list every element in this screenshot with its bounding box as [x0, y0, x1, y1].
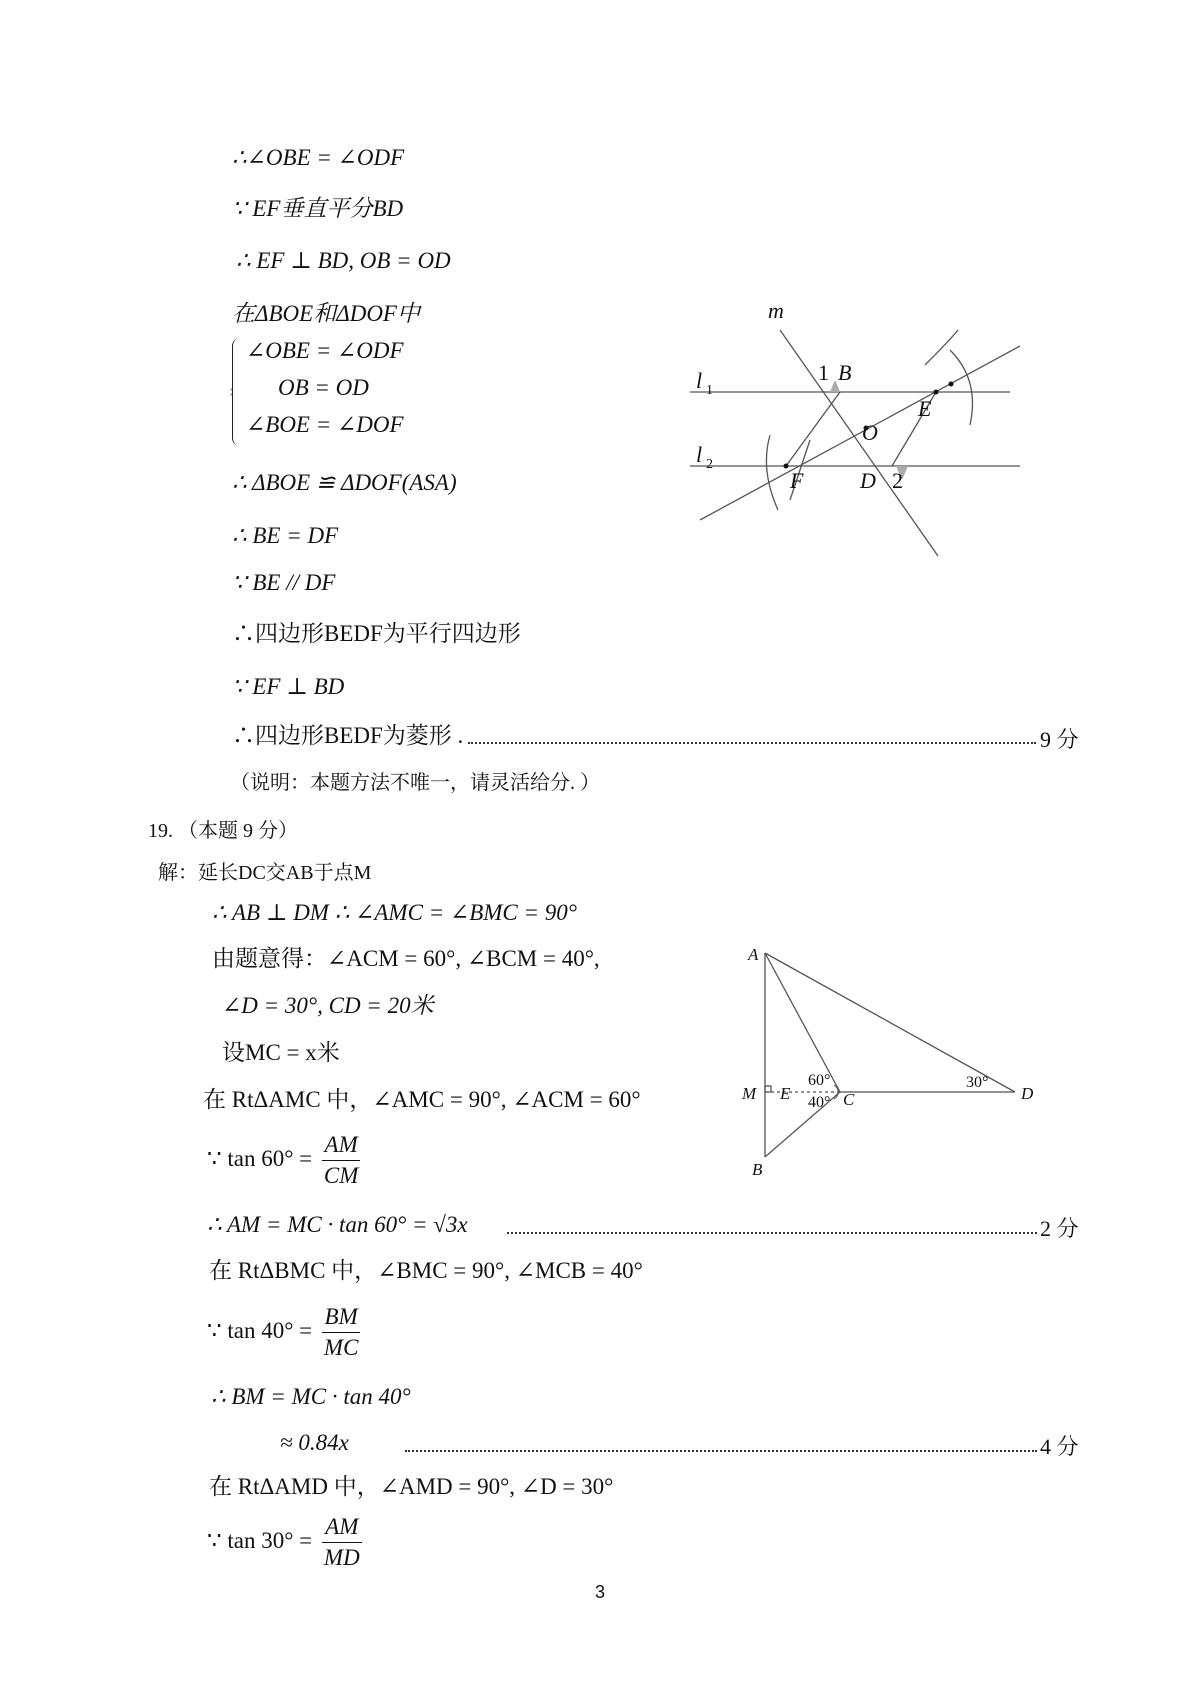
arc-right-2	[950, 350, 973, 425]
label-m: M	[742, 1084, 757, 1103]
segment-bf	[786, 392, 840, 466]
proof-line-4: 在ΔBOE和ΔDOF中	[232, 301, 420, 326]
score-9: 9 分	[1040, 727, 1079, 752]
label-40deg: 40°	[808, 1094, 831, 1111]
sol-line-1: ∴ AB ⊥ DM ∴ ∠AMC = ∠BMC = 90°	[212, 900, 577, 925]
sol-line-4: 设MC = x米	[222, 1040, 340, 1065]
sol-line-13	[207, 1512, 362, 1573]
sol-line-8: 在 RtΔBMC 中，∠BMC = 90°, ∠MCB = 40°	[209, 1258, 643, 1283]
fraction-am-cm	[322, 1130, 361, 1191]
figure-triangle	[740, 935, 1040, 1185]
proof-line-8: ∴四边形BEDF为平行四边形	[232, 621, 521, 646]
tan30-prefix: ∵ tan 30° =	[207, 1527, 313, 1553]
label-l1: l	[696, 368, 703, 393]
sol-line-12: 在 RtΔAMD 中，∠AMD = 90°, ∠D = 30°	[209, 1474, 614, 1499]
tan60-prefix: ∵ tan 60° =	[207, 1145, 313, 1171]
fraction-numerator: AM	[322, 1512, 362, 1543]
point-arc-intersection	[949, 382, 954, 387]
label-60deg: 60°	[808, 1072, 831, 1089]
fraction-denominator: MC	[323, 1335, 359, 1360]
sol-line-11: ≈ 0.84x	[280, 1430, 349, 1455]
label-b: B	[752, 1160, 763, 1179]
label-30deg: 30°	[966, 1074, 989, 1091]
system-row-3: ∠BOE = ∠DOF	[246, 412, 404, 437]
label-b: B	[838, 360, 852, 385]
right-angle-mark	[765, 1086, 771, 1092]
label-l2: l	[696, 442, 703, 467]
proof-line-1: ∴∠OBE = ∠ODF	[232, 145, 405, 170]
fraction-am-md	[322, 1512, 362, 1573]
sol-line-2: 由题意得：∠ACM = 60°, ∠BCM = 40°,	[212, 946, 600, 971]
fraction-numerator: BM	[322, 1302, 361, 1333]
fraction-denominator: CM	[323, 1163, 359, 1188]
fraction-bm-mc	[322, 1302, 361, 1363]
note-line: （说明：本题方法不唯一，请灵活给分. ）	[230, 772, 600, 794]
sol-line-9	[207, 1302, 360, 1363]
label-2: 2	[892, 468, 903, 493]
equation-system	[232, 338, 432, 450]
sol-line-5: 在 RtΔAMC 中，∠AMC = 90°, ∠ACM = 60°	[203, 1087, 641, 1112]
label-c: C	[843, 1090, 855, 1109]
score-4: 4 分	[1040, 1434, 1079, 1459]
point-f	[784, 464, 789, 469]
sol-line-3: ∠D = 30°, CD = 20米	[222, 993, 434, 1018]
label-d: D	[1021, 1084, 1034, 1103]
proof-line-9: ∵ EF ⊥ BD	[232, 674, 345, 699]
label-f: F	[790, 468, 804, 493]
proof-line-5: ∴ ΔBOE ≌ ΔDOF(ASA)	[232, 470, 457, 495]
sol-line-7: ∴ AM = MC · tan 60° = √3x	[207, 1212, 468, 1237]
proof-line-3: ∴ EF ⊥ BD, OB = OD	[236, 248, 451, 273]
fraction-denominator: MD	[323, 1545, 360, 1570]
arc-left	[766, 435, 778, 510]
score-leader-dots	[507, 1232, 1037, 1234]
proof-line-7: ∵ BE // DF	[232, 570, 336, 595]
score-leader-dots	[468, 742, 1036, 744]
line-ef	[700, 346, 1020, 520]
label-d: D	[860, 468, 876, 493]
fraction-numerator: AM	[322, 1130, 361, 1161]
score-2: 2 分	[1040, 1216, 1079, 1241]
figure-rhombus	[690, 300, 1030, 560]
label-e: E	[780, 1084, 791, 1103]
label-l1-sub: 1	[706, 383, 713, 398]
proof-line-10: ∴四边形BEDF为菱形 .	[232, 723, 464, 748]
arc-right	[925, 330, 958, 365]
page-number: 3	[594, 1582, 605, 1602]
system-row-2: OB = OD	[278, 375, 369, 400]
point-e	[934, 390, 939, 395]
sol-line-6	[207, 1130, 360, 1191]
system-brace	[232, 338, 243, 446]
proof-line-2: ∵ EF垂直平分BD	[232, 196, 404, 221]
line-m	[780, 330, 938, 556]
label-o: O	[862, 420, 878, 445]
label-m: m	[768, 300, 784, 323]
proof-line-6: ∴ BE = DF	[232, 523, 339, 548]
label-l2-sub: 2	[706, 457, 713, 472]
q19-header: 19. （本题 9 分）	[148, 820, 298, 842]
system-row-1: ∠OBE = ∠ODF	[246, 338, 404, 363]
tan40-prefix: ∵ tan 40° =	[207, 1317, 313, 1343]
label-e: E	[918, 396, 932, 421]
label-a: A	[748, 945, 759, 964]
score-leader-dots	[405, 1450, 1037, 1452]
sol-line-10: ∴ BM = MC · tan 40°	[211, 1384, 411, 1409]
solution-intro: 解：延长DC交AB于点M	[158, 862, 372, 884]
label-1: 1	[818, 360, 829, 385]
